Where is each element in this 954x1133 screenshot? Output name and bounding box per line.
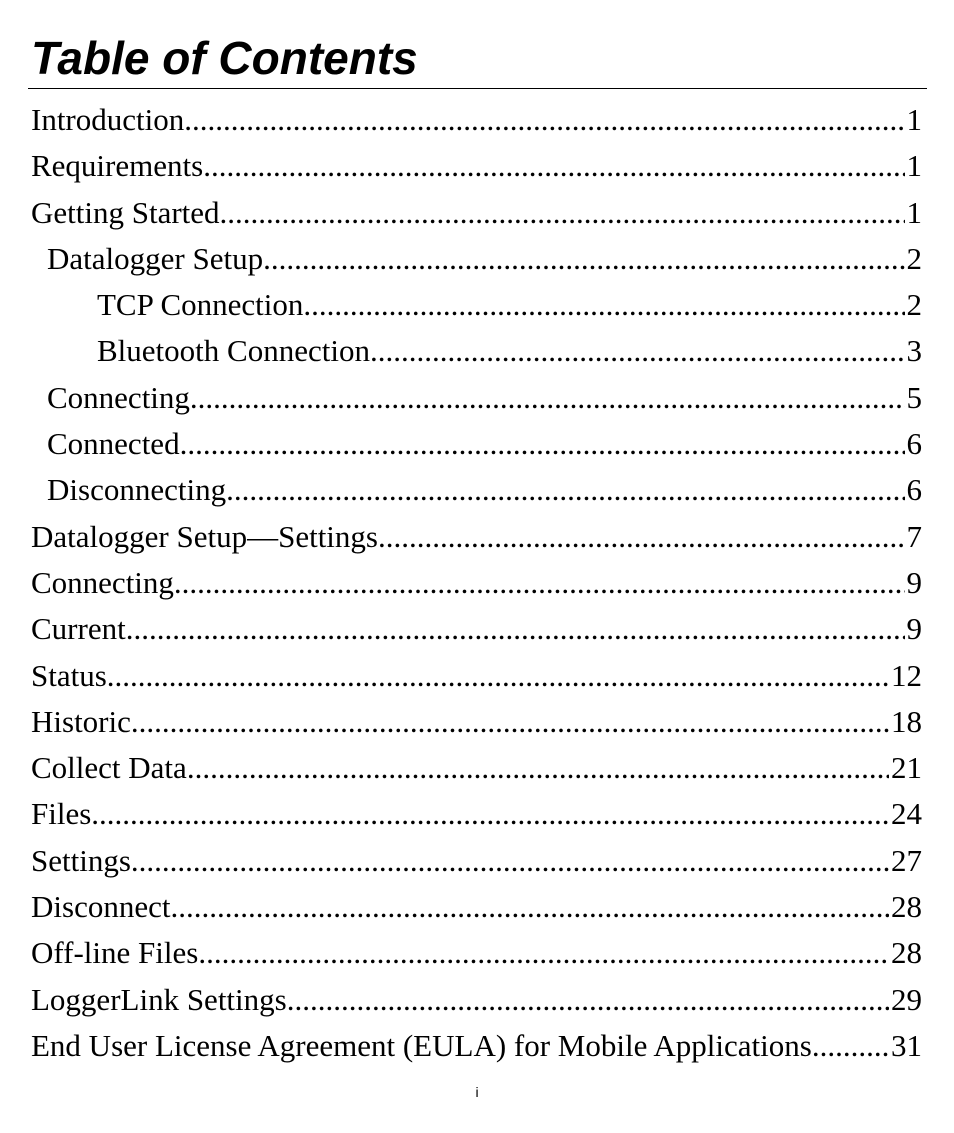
toc-dot-leader — [220, 190, 905, 236]
toc-entry-settings[interactable] — [0, 838, 954, 884]
toc-entry-page: 28 — [891, 889, 922, 925]
toc-entry-label: Disconnecting — [47, 472, 227, 508]
toc-dot-leader — [370, 328, 905, 374]
toc-entry-label: Connecting — [31, 564, 174, 600]
toc-entry-label: Bluetooth Connection — [97, 333, 370, 369]
toc-entry-page: 7 — [906, 518, 922, 554]
toc-entry-label: Settings — [31, 842, 131, 878]
page-number: i — [475, 1084, 479, 1100]
toc-entry-tcp-connection[interactable] — [0, 282, 954, 328]
toc-dot-leader — [107, 653, 889, 699]
toc-dot-leader — [131, 699, 889, 745]
toc-entry-connected[interactable] — [0, 421, 954, 467]
toc-entry-label: Requirements — [31, 148, 204, 184]
toc-dot-leader — [91, 791, 889, 837]
toc-entry-datalogger-setup[interactable] — [0, 236, 954, 282]
toc-entry-page: 3 — [906, 333, 922, 369]
toc-entry-page: 1 — [906, 148, 922, 184]
toc-entry-collect-data[interactable] — [0, 745, 954, 791]
toc-entry-page: 6 — [906, 426, 922, 462]
toc-entry-label: Off-line Files — [31, 935, 199, 971]
toc-entry-requirements[interactable] — [0, 143, 954, 189]
toc-entry-label: Collect Data — [31, 750, 187, 786]
toc-dot-leader — [812, 1023, 889, 1069]
toc-entry-label: LoggerLink Settings — [31, 981, 287, 1017]
toc-entry-label: Connected — [47, 426, 180, 462]
toc-entry-getting-started[interactable] — [0, 190, 954, 236]
toc-entry-connecting[interactable] — [0, 560, 954, 606]
toc-dot-leader — [378, 514, 905, 560]
toc-entry-introduction[interactable] — [0, 97, 954, 143]
toc-dot-leader — [131, 838, 889, 884]
toc-entry-eula[interactable] — [0, 1023, 954, 1069]
toc-dot-leader — [126, 606, 905, 652]
toc-dot-leader — [190, 375, 905, 421]
toc-entry-label: Introduction — [31, 102, 185, 137]
toc-entry-label: Datalogger Setup — [47, 240, 264, 276]
toc-entry-historic[interactable] — [0, 699, 954, 745]
toc-entry-datalogger-setup-settings[interactable] — [0, 514, 954, 560]
toc-entry-page: 21 — [891, 750, 922, 786]
toc-dot-leader — [287, 977, 889, 1023]
toc-entry-page: 2 — [906, 287, 922, 323]
toc-entry-current[interactable] — [0, 606, 954, 652]
toc-entry-label: TCP Connection — [97, 287, 304, 323]
toc-entry-page: 12 — [891, 657, 922, 693]
toc-dot-leader — [198, 930, 889, 976]
toc-entry-disconnecting[interactable] — [0, 467, 954, 513]
toc-dot-leader — [184, 97, 904, 143]
toc-entry-label: Files — [31, 796, 92, 832]
toc-entry-page: 6 — [906, 472, 922, 508]
toc-entry-page: 9 — [906, 564, 922, 600]
toc-dot-leader — [226, 467, 904, 513]
toc-entry-page: 29 — [891, 981, 922, 1017]
toc-dot-leader — [203, 143, 904, 189]
toc-entry-page: 1 — [906, 194, 922, 230]
toc-dot-leader — [174, 560, 905, 606]
toc-entry-label: Datalogger Setup—Settings — [31, 518, 378, 554]
toc-dot-leader — [170, 884, 889, 930]
page-title: Table of Contents — [31, 32, 418, 84]
toc-entry-label: Current — [31, 611, 126, 647]
toc-entry-page: 2 — [906, 240, 922, 276]
toc-entry-label: Connecting — [47, 379, 190, 415]
toc-entry-page: 24 — [891, 796, 922, 832]
toc-entry-label: End User License Agreement (EULA) for Mobile Applications — [31, 1027, 812, 1063]
toc-entry-page: 9 — [906, 611, 922, 647]
title-divider — [28, 88, 927, 89]
toc-entry-label: Disconnect — [31, 889, 171, 925]
toc-entry-page: 18 — [891, 703, 922, 739]
toc-entry-bluetooth-connection[interactable] — [0, 328, 954, 374]
toc-entry-status[interactable] — [0, 653, 954, 699]
toc-entry-label: Getting Started — [31, 194, 220, 230]
toc-entry-loggerlink-settings[interactable] — [0, 977, 954, 1023]
toc-dot-leader — [263, 236, 904, 282]
toc-dot-leader — [180, 421, 905, 467]
toc-entry-page: 27 — [891, 842, 922, 878]
toc-entry-connecting-sub[interactable] — [0, 375, 954, 421]
toc-entry-files[interactable] — [0, 791, 954, 837]
toc-entry-disconnect[interactable] — [0, 884, 954, 930]
toc-entry-page: 5 — [906, 379, 922, 415]
toc-dot-leader — [303, 282, 904, 328]
toc-entry-page: 1 — [906, 102, 922, 137]
toc-entry-page: 31 — [891, 1027, 922, 1063]
toc-entry-label: Historic — [31, 703, 131, 739]
toc-entry-off-line-files[interactable] — [0, 930, 954, 976]
toc-dot-leader — [187, 745, 889, 791]
toc-entry-label: Status — [31, 657, 107, 693]
toc-list — [0, 97, 954, 1069]
toc-entry-page: 28 — [891, 935, 922, 971]
